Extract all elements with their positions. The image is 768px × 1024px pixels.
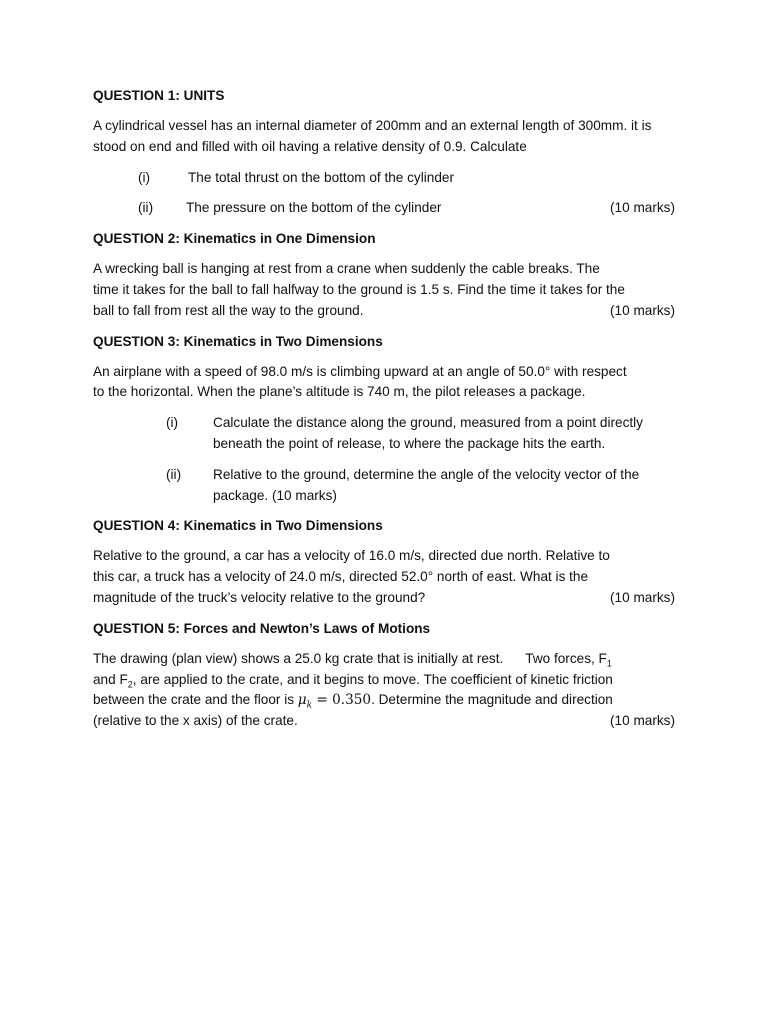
question-1-title: QUESTION 1: UNITS	[93, 88, 225, 103]
question-3-item-ii	[93, 465, 675, 507]
question-5-title: QUESTION 5: Forces and Newton’s Laws of Motions	[93, 620, 431, 636]
body-text: . Determine the magnitude and direction	[371, 692, 613, 708]
question-1-item-i	[93, 168, 675, 189]
body-text: The drawing (plan view) shows a 25.0 kg crate that is initially at rest.	[93, 650, 504, 666]
marks-label: (10 marks)	[610, 713, 675, 729]
question-1-item-ii	[93, 198, 675, 219]
body-line: time it takes for the ball to fall halfway to the ground is 1.5 s. Find the time it takes for the	[93, 281, 625, 297]
body-line: (relative to the x axis) of the crate.	[93, 713, 298, 729]
body-text: between the crate and the floor is	[93, 692, 298, 708]
item-text: The pressure on the bottom of the cylinder	[186, 200, 442, 216]
body-line-with-marks	[93, 711, 675, 732]
body-line	[93, 649, 675, 670]
item-text: The total thrust on the bottom of the cylinder	[188, 169, 454, 185]
body-line-with-marks	[93, 588, 675, 609]
item-number: (ii)	[166, 466, 182, 482]
body-line	[93, 670, 675, 691]
question-4-body	[93, 546, 675, 608]
body-text: and F	[93, 671, 128, 687]
question-4-title: QUESTION 4: Kinematics in Two Dimensions	[93, 518, 383, 534]
subscript: 1	[606, 658, 612, 669]
body-line: Relative to the ground, a car has a velocity of 16.0 m/s, directed due north. Relative to	[93, 548, 610, 564]
body-line-with-marks	[93, 301, 675, 322]
marks-label: (10 marks)	[610, 589, 675, 605]
body-line	[93, 690, 675, 711]
question-3-title: QUESTION 3: Kinematics in Two Dimensions	[93, 333, 383, 349]
item-text: Calculate the distance along the ground, measured from a point directly beneath the point of release, to where the package hits the earth.	[213, 415, 643, 451]
item-text: Relative to the ground, determine the angle of the velocity vector of the package. (10 marks)	[213, 466, 640, 503]
question-1-body: A cylindrical vessel has an internal diameter of 200mm and an external length of 300mm. it is stood on end and filled with oil having a relative density of 0.9. Calculate	[93, 118, 652, 154]
body-line: this car, a truck has a velocity of 24.0 m/s, directed 52.0° north of east. What is the	[93, 569, 589, 585]
question-2-title: QUESTION 2: Kinematics in One Dimension	[93, 231, 376, 247]
question-5-body	[93, 649, 675, 732]
question-3-item-i	[93, 413, 675, 455]
math-symbol: μ	[297, 692, 307, 709]
body-line: A wrecking ball is hanging at rest from a crane when suddenly the cable breaks. The	[93, 261, 600, 277]
body-line: ball to fall from rest all the way to the ground.	[93, 302, 364, 318]
item-number: (i)	[138, 169, 151, 185]
math-equation: = 0.350	[312, 692, 372, 709]
marks-label: (10 marks)	[610, 200, 675, 216]
body-text: Two forces, F	[525, 650, 607, 666]
subscript: k	[306, 701, 313, 712]
question-2-body	[93, 259, 675, 321]
item-number: (i)	[166, 415, 179, 431]
item-number: (ii)	[138, 200, 154, 216]
subscript: 2	[127, 679, 133, 690]
document-page	[93, 86, 675, 742]
body-line: magnitude of the truck’s velocity relative to the ground?	[93, 589, 426, 605]
marks-label: (10 marks)	[610, 302, 675, 318]
body-text: , are applied to the crate, and it begins to move. The coefficient of kinetic friction	[132, 671, 613, 687]
question-3-body: An airplane with a speed of 98.0 m/s is climbing upward at an angle of 50.0° with respect to the horizontal. When the plane’s altitude is 740 m, the pilot releases a package.	[93, 363, 627, 400]
